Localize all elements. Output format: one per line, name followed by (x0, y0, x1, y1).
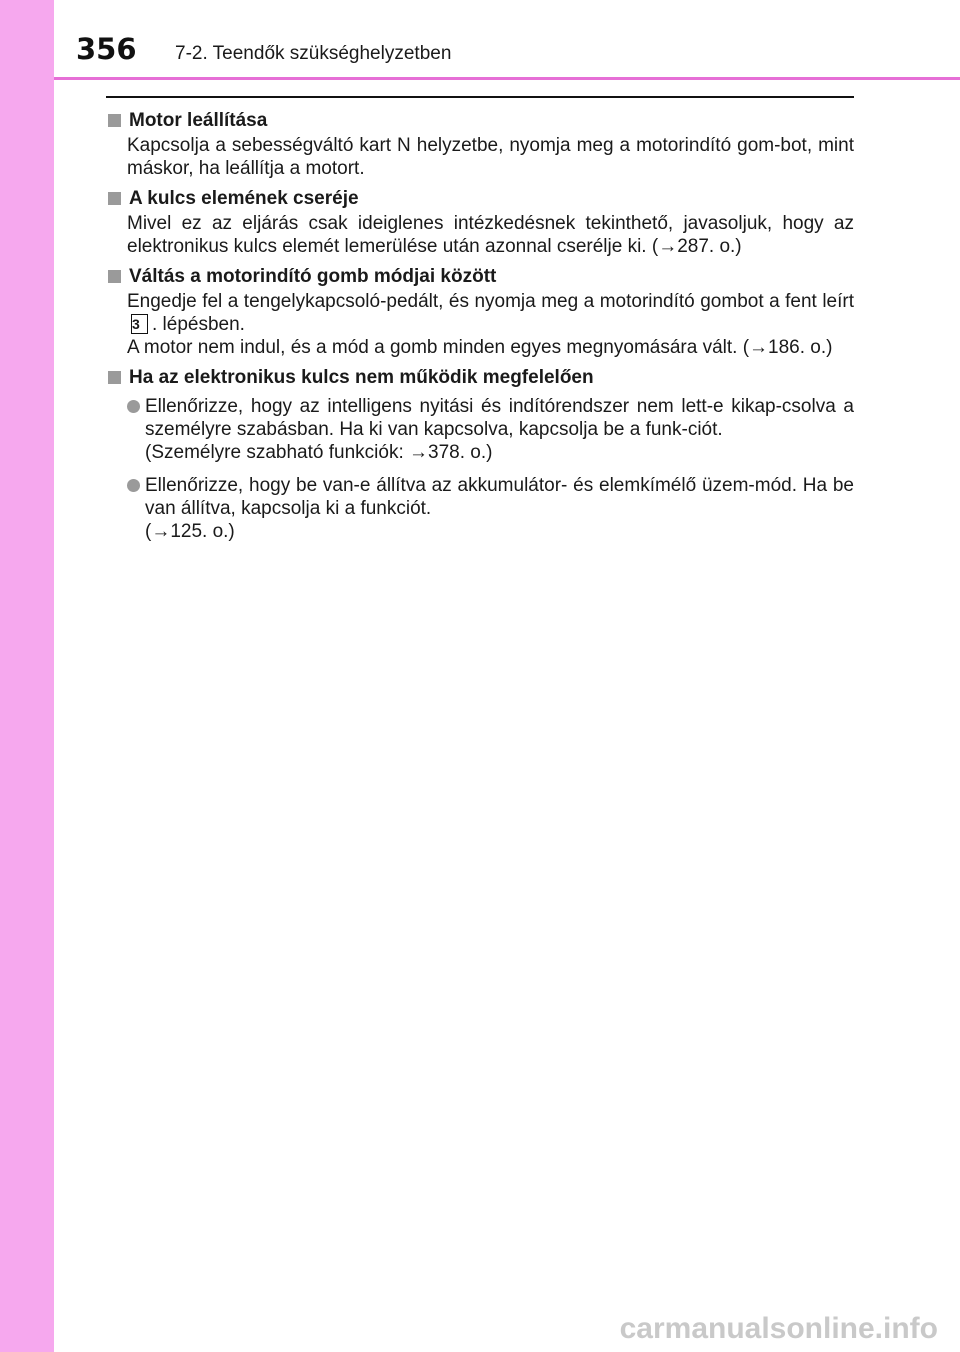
section-key-malfunction (106, 363, 854, 543)
square-bullet-icon (108, 270, 121, 283)
section-title: 7-2. Teendők szükséghelyzetben (175, 43, 452, 64)
circle-bullet-icon (127, 479, 140, 492)
section-body: Mivel ez az eljárás csak ideiglenes intézkedésnek tekinthető, javasoljuk, hogy az elektronikus kulcs elemét lemerülése után azonnal cserélje ki. (→287. o.) (127, 213, 854, 257)
page-number: 356 (76, 32, 137, 66)
section-heading: A kulcs elemének cseréje (106, 184, 854, 212)
circle-bullet-icon (127, 400, 140, 413)
step-number-box: 3 (131, 314, 148, 334)
header-rule (54, 77, 960, 80)
section-key-battery (106, 184, 854, 258)
section-body: Engedje fel a tengelykapcsoló-pedált, és nyomja meg a motorindító gombot a fent leírt3 . lépésben. A motor nem indul, és a mód a gomb minden egyes megnyomására vált. (→186. o.) (127, 291, 854, 358)
section-motor-stop (106, 106, 854, 180)
watermark: carmanualsonline.info (619, 1312, 938, 1345)
section-heading: Váltás a motorindító gomb módjai között (106, 262, 854, 290)
section-body: Kapcsolja a sebességváltó kart N helyzetbe, nyomja meg a motorindító gom-bot, mint máskor, ha leállítja a motort. (127, 135, 854, 179)
square-bullet-icon (108, 192, 121, 205)
square-bullet-icon (108, 371, 121, 384)
square-bullet-icon (108, 114, 121, 127)
section-heading: Motor leállítása (106, 106, 854, 134)
content-top-rule (106, 96, 854, 98)
page-content (106, 106, 854, 553)
list-item: Ellenőrizze, hogy be van-e állítva az akkumulátor- és elemkímélő üzem-mód. Ha be van állítva, kapcsolja ki a funkciót. (→125. o.) (127, 474, 854, 543)
side-color-band (0, 0, 54, 1352)
section-heading: Ha az elektronikus kulcs nem működik megfelelően (106, 363, 854, 391)
list-item: Ellenőrizze, hogy az intelligens nyitási és indítórendszer nem lett-e kikap-csolva a személyre szabásban. Ha ki van kapcsolva, kapcsolja be a funk-ciót. (Személyre szabható funkciók: →378. o.) (127, 395, 854, 464)
section-mode-switch (106, 262, 854, 359)
